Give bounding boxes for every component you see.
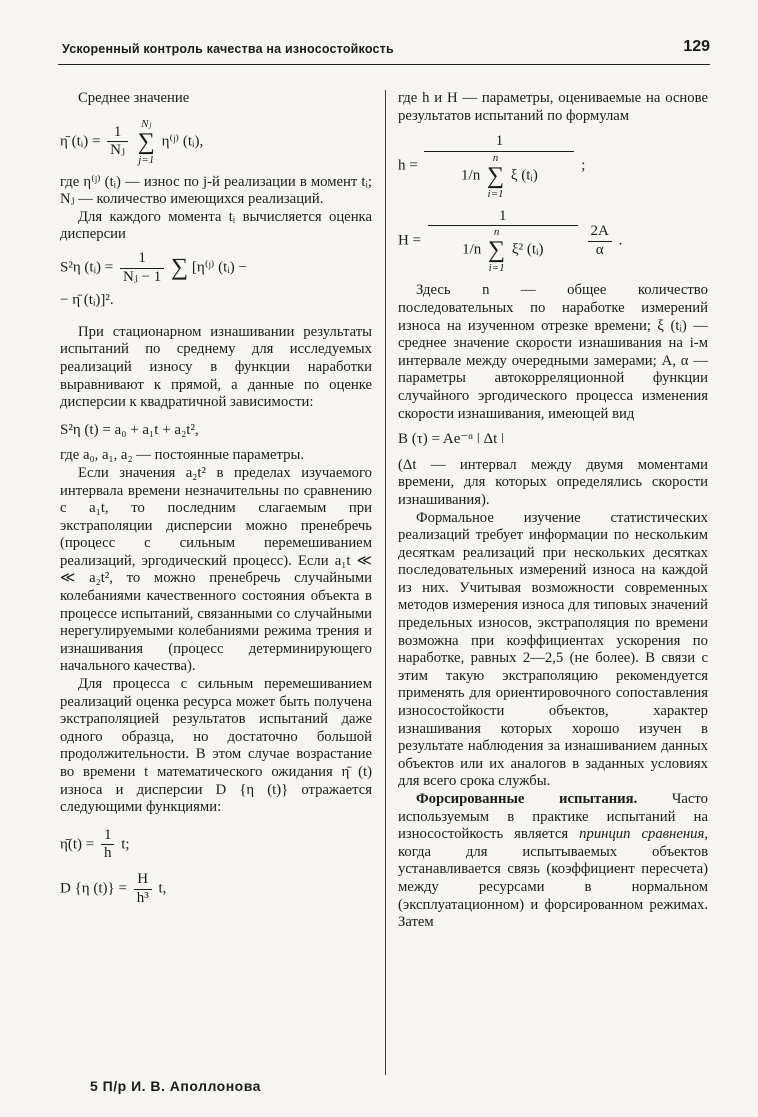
- formula-tail: t;: [121, 836, 130, 853]
- sum-lower-limit: i=1: [488, 262, 505, 275]
- formula-quadratic: S²η (t) = a₀ + a₁t + a₂t²,: [60, 421, 199, 438]
- left-column: [60, 90, 372, 1080]
- page-number: 129: [683, 38, 710, 55]
- sigma-symbol: ∑: [171, 254, 189, 281]
- fraction: [101, 827, 115, 863]
- fraction-numerator: 1: [120, 250, 164, 269]
- sigma-symbol: ∑: [488, 237, 506, 264]
- text-run: Часто используемым в практике испытаний на износостойкость является: [398, 791, 709, 843]
- paragraph: Среднее значение: [78, 90, 190, 106]
- fraction: [107, 124, 128, 160]
- sigma-symbol: ∑: [486, 162, 505, 189]
- fraction-numerator: 1: [101, 827, 115, 846]
- paragraph: Здесь n — общее количество последовательных по наработке измерений износа на изученном отрезке времени; ξ (tᵢ) — среднее значение скорости изнашивания на i-м интервале между очередными замерами; A, α — параметры автокорреляционной функции случайного эргодического процесса изменения скорости изнашивания, имеющей вид: [398, 282, 708, 422]
- summation: [487, 152, 504, 200]
- fraction: [424, 133, 574, 200]
- sigma-symbol: ∑: [137, 128, 155, 155]
- paragraph: Для процесса с сильным перемешиванием реализаций оценка ресурса может быть получена экстраполяцией результатов испытаний даже одного образца, но достаточно большой продолжительности. В этом случае возрастание во времени t математического ожидания η̄ (t) износа и дисперсии D {η (t)} отражается следующими функциями:: [60, 676, 372, 816]
- fraction-denominator: [428, 226, 578, 274]
- formula-H: [398, 208, 708, 275]
- printer-signature: 5 П/р И. В. Аполлонова: [90, 1078, 261, 1094]
- formula-mean: [60, 118, 372, 166]
- fraction: [120, 250, 164, 286]
- fraction-numerator: 1: [424, 133, 574, 152]
- paragraph: Если значения a₂t² в пределах изучаемого интервала времени незначительны по сравнению с a₁t, то последним слагаемым при экстраполяции дисперсии можно пренебречь (процесс с сильным перемешиванием реализаций, эргодический процесс). Если a₁t ≪ ≪ a₂t², то можно пренебречь случайными колебаниями качественного состояния объекта в процессе испытаний, связанными со случайными нерегулируемыми колебаниями режима трения и изнашивания (процесс детерминирующего начального качества).: [60, 464, 372, 675]
- fraction-numerator: H: [134, 871, 152, 890]
- fraction-numerator: 1: [428, 208, 578, 227]
- sum-upper-limit: n: [493, 226, 500, 239]
- formula-h: [398, 133, 708, 200]
- formula-tail: η⁽ʲ⁾ (tᵢ),: [161, 133, 204, 150]
- emphasis: принцип сравнения: [579, 826, 705, 843]
- formula-lhs: H =: [398, 232, 422, 249]
- fraction-denominator: [424, 152, 574, 200]
- column-divider: [385, 90, 386, 1075]
- section-heading: Форсированные испытания.: [416, 791, 638, 807]
- fraction-numerator: 2A: [588, 223, 612, 242]
- denominator-prefix: 1/n: [462, 241, 482, 258]
- page-header: [58, 38, 710, 65]
- running-title: Ускоренный контроль качества на износостойкость: [62, 42, 394, 56]
- formula-tail: t,: [158, 880, 167, 897]
- denominator-term: ξ² (tᵢ): [511, 241, 544, 258]
- sum-upper-limit: n: [492, 151, 499, 164]
- formula-lhs: S²η (tᵢ) =: [60, 259, 114, 276]
- formula-lhs: h =: [398, 157, 418, 174]
- fraction: [428, 208, 578, 275]
- text-run: , когда для испытываемых объектов устанавливается связь (коэффициент пересчета) между ресурсами в нормальном (эксплуатационном) и форсированном режимах. Затем: [398, 826, 708, 931]
- fraction-denominator: h: [103, 845, 112, 862]
- sum-lower-limit: j=1: [138, 153, 155, 166]
- formula-tail: ;: [581, 157, 586, 174]
- formula-expectation: [60, 827, 372, 863]
- sum-lower-limit: i=1: [487, 187, 504, 200]
- fraction: [588, 223, 612, 259]
- paragraph: где a₀, a₁, a₂ — постоянные параметры.: [60, 447, 305, 464]
- formula-tail: [η⁽ʲ⁾ (tᵢ) −: [191, 259, 247, 276]
- summation: [138, 118, 155, 166]
- sum-upper-limit: Nⱼ: [141, 117, 152, 130]
- formula-dispersion: [60, 871, 372, 907]
- summation: [488, 226, 505, 274]
- paragraph: (Δt — интервал между двумя моментами времени, для которых определялись скорости изнашивания).: [398, 456, 708, 508]
- formula-lhs: η̄(t) =: [60, 836, 95, 853]
- paragraph: [398, 791, 708, 932]
- formula-autocorrelation: B (τ) = Ae⁻ᵅ ǀ Δt ǀ: [398, 431, 505, 448]
- formula-variance: [60, 250, 372, 310]
- denominator-term: ξ (tᵢ): [510, 167, 538, 184]
- fraction-denominator: Nⱼ: [110, 142, 125, 159]
- denominator-prefix: 1/n: [461, 167, 481, 184]
- fraction-denominator: h³: [136, 889, 149, 906]
- fraction: [134, 871, 152, 907]
- formula-continuation: − η̄ (tᵢ)]².: [60, 292, 114, 309]
- paragraph: Для каждого момента tᵢ вычисляется оценка дисперсии: [60, 208, 372, 243]
- fraction-denominator: α: [595, 241, 604, 258]
- paragraph: При стационарном изнашивании результаты испытаний по среднему для исследуемых реализаций износу в функции наработки выравнивают к прямой, а данные по оценке дисперсии к квадратичной зависимости:: [60, 323, 372, 411]
- right-column: [398, 90, 708, 1080]
- formula-lhs: D {η (t)} =: [60, 880, 127, 897]
- paragraph: где h и H — параметры, оцениваемые на основе результатов испытаний по формулам: [398, 90, 708, 124]
- formula-tail: .: [618, 232, 623, 249]
- formula-lhs: η̄ (tᵢ) =: [60, 133, 101, 150]
- paragraph: Формальное изучение статистических реализаций требует информации по нескольким десяткам реализаций при нескольких десятках последовательных измерений износа на каждой из них. Учитывая возможности современных методов измерения износа для типовых значений предельных износов, экстраполяция по времени возможна при коэффициентах ускорения по наработке, равных 2—2,5 (не более). В связи с этим такую экстраполяцию рекомендуется применять для ориентировочного сопоставления износостойкости объектов, характер изнашивания которых хорошо изучен в результате наблюдения за изнашиванием данных объектов или их аналогов в заданных условиях для всего срока службы.: [398, 509, 708, 790]
- fraction-numerator: 1: [107, 124, 128, 143]
- fraction-denominator: Nⱼ − 1: [123, 268, 162, 285]
- paragraph: где η⁽ʲ⁾ (tᵢ) — износ по j-й реализации в момент tᵢ; Nⱼ — количество имеющихся реализаций.: [60, 173, 372, 208]
